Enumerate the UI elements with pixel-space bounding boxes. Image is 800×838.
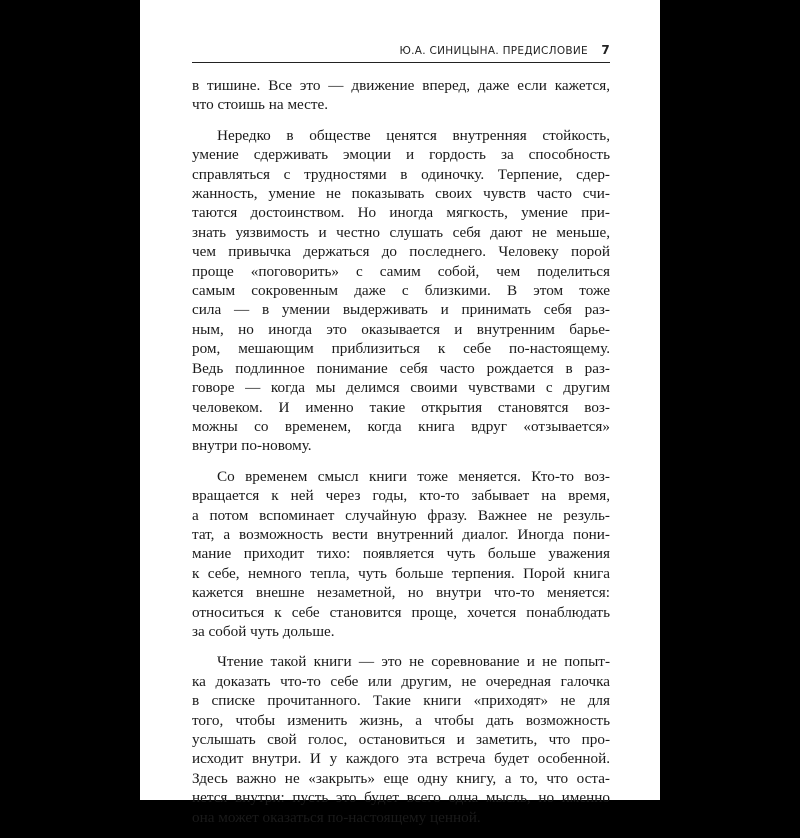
running-head <box>192 40 610 63</box>
text-line: тат, а возможность вести внутренний диалог. Иногда пони- <box>192 525 610 543</box>
text-line: относиться к себе становится проще, хочется понаблюдать <box>192 603 610 621</box>
text-line: самым сокровенным даже с близкими. В этом тоже <box>192 282 610 300</box>
text-line: умение сдерживать эмоции и гордость за способность <box>192 146 610 164</box>
text-line: вращается к ней через годы, кто-то забывает на время, <box>192 487 610 505</box>
text-line: Ведь подлинное понимание себя часто рождается в раз- <box>192 359 610 377</box>
text-line: исходит внутри. И у каждого эта встреча будет особенной. <box>192 750 610 768</box>
text-line: говоре — когда мы делимся своими чувствами с другим <box>192 379 610 397</box>
text-line: человеком. И именно такие открытия становятся воз- <box>192 398 610 416</box>
text-line: справляться с трудностями в одиночку. Терпение, сдер- <box>192 165 610 183</box>
text-line: сила — в умении выдерживать и принимать себя раз- <box>192 301 610 319</box>
page-number: 7 <box>601 43 610 57</box>
text-line: кажется внешне незаметной, но внутри что-то меняется: <box>192 584 610 602</box>
text-line: Здесь важно не «закрыть» еще одну книгу, а то, что оста- <box>192 769 610 787</box>
text-line: Чтение такой книги — это не соревнование и не попыт- <box>217 653 610 671</box>
paragraph <box>192 126 610 456</box>
body-text <box>192 76 610 838</box>
text-line: жанность, умение не показывать своих чувств часто счи- <box>192 185 610 203</box>
text-line: можны со временем, когда книга вдруг «отзывается» <box>192 417 610 435</box>
text-line: к себе, немного тепла, чуть больше терпения. Порой книга <box>192 564 610 582</box>
running-head-title: Ю.А. СИНИЦЫНА. ПРЕДИСЛОВИЕ <box>399 45 588 57</box>
text-line: мание приходит тихо: появляется чуть больше уважения <box>192 545 610 563</box>
text-line: чем привычка держаться до последнего. Человеку порой <box>192 243 610 261</box>
text-line: внутри по-новому. <box>192 437 312 455</box>
text-line: проще «поговорить» с самим собой, чем поделиться <box>192 262 610 280</box>
text-line: в тишине. Все это — движение вперед, даже если кажется, <box>192 77 610 94</box>
text-line: таются достоинством. Но иногда мягкость, умение при- <box>192 204 610 222</box>
text-line: ка доказать что-то себе или другим, не очередная галочка <box>192 672 610 690</box>
book-page <box>140 0 660 826</box>
paragraph <box>192 652 610 827</box>
text-line: за собой чуть дольше. <box>192 622 335 640</box>
text-line: Нередко в обществе ценятся внутренняя стойкость, <box>217 126 610 144</box>
text-line: того, чтобы изменить жизнь, а чтобы дать возможность <box>192 711 610 729</box>
text-line: услышать свой голос, остановиться и заметить, что про- <box>192 731 610 748</box>
text-line: она может оказаться по-настоящему ценной. <box>192 808 481 826</box>
text-line: нется внутри: пусть это будет всего одна мысль, но именно <box>192 789 610 807</box>
text-line: ным, но иногда это оказывается и внутренним барье- <box>192 320 610 338</box>
text-line: а потом вспоминает случайную фразу. Важнее не резуль- <box>192 506 610 524</box>
paragraph <box>192 467 610 642</box>
text-line: что стоишь на месте. <box>192 96 329 114</box>
text-line: ром, мешающим приблизиться к себе по-настоящему. <box>192 340 610 358</box>
text-line: знать уязвимость и честно слушать себя дают не меньше, <box>192 223 610 241</box>
text-line: Со временем смысл книги тоже меняется. Кто-то воз- <box>217 467 610 485</box>
text-line: в списке прочитанного. Такие книги «приходят» не для <box>192 692 610 710</box>
paragraph <box>192 76 610 115</box>
